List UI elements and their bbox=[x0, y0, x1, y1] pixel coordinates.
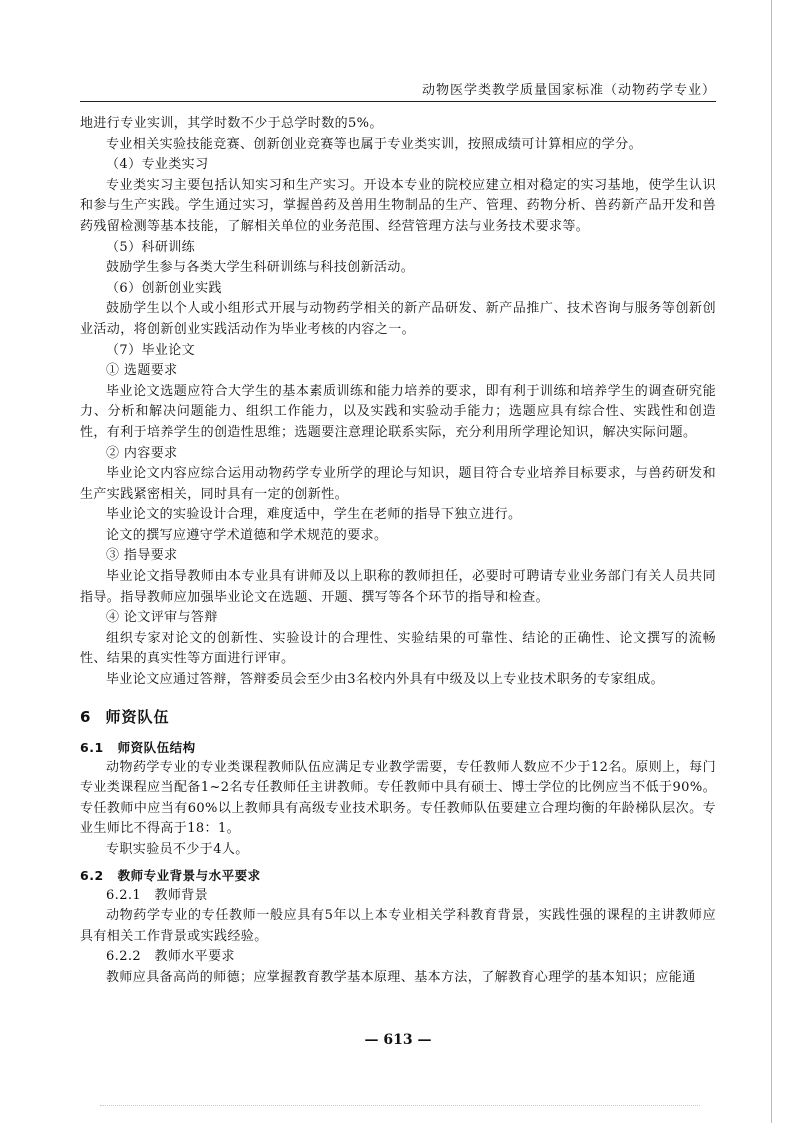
heading-number: 6 bbox=[80, 707, 92, 726]
document-body bbox=[80, 114, 716, 989]
body-paragraph: ② 内容要求 bbox=[106, 445, 178, 461]
body-paragraph: 鼓励学生以个人或小组形式开展与动物药学相关的新产品研发、新产品推广、技术咨询与服务等创新创业活动，将创新创业实践活动作为毕业考核的内容之一。 bbox=[80, 301, 716, 337]
body-paragraph: 专业相关实验技能竞赛、创新创业竞赛等也属于专业类实训，按照成绩可计算相应的学分。 bbox=[106, 136, 643, 152]
footer-scan-artifact bbox=[100, 1105, 700, 1106]
body-paragraph: 毕业论文的实验设计合理，难度适中，学生在老师的指导下独立进行。 bbox=[106, 507, 522, 523]
body-paragraph: 动物药学专业的专业类课程教师队伍应满足专业教学需要，专任教师人数应不少于12名。原则上，每门专业类课程应当配备1~2名专任教师任主讲教师。专任教师中具有硕士、博士学位的比例应当不低于90%。专任教师中应当有60%以上教师具有高级专业技术职务。专任教师队伍要建立合理均衡的年龄梯队层次。专业生师比不得高于18：1。 bbox=[80, 759, 716, 837]
subsection-heading bbox=[80, 737, 716, 758]
body-paragraph: ④ 论文评审与答辩 bbox=[106, 610, 218, 626]
body-paragraph: 专业类实习主要包括认知实习和生产实习。开设本专业的院校应建立相对稳定的实习基地，使学生认识和参与生产实践。学生通过实习，掌握兽药及兽用生物制品的生产、管理、药物分析、兽药新产品开发和兽药残留检测等基本技能，了解相关单位的业务范围、经营管理方法与业务技术要求等。 bbox=[80, 177, 716, 234]
header-rule bbox=[80, 101, 716, 102]
body-paragraph: ① 选题要求 bbox=[106, 363, 178, 379]
body-paragraph: 毕业论文选题应符合大学生的基本素质训练和能力培养的要求，即有利于训练和培养学生的调查研究能力、分析和解决问题能力、组织工作能力，以及实践和实验动手能力；选题应具有综合性、实践性和创造性，有利于培养学生的创造性思维；选题要注意理论联系实际，充分利用所学理论知识，解决实际问题。 bbox=[80, 383, 716, 440]
section-heading bbox=[80, 707, 716, 727]
body-paragraph: 论文的撰写应遵守学术道德和学术规范的要求。 bbox=[106, 527, 388, 543]
body-paragraph: 毕业论文内容应综合运用动物药学专业所学的理论与知识，题目符合专业培养目标要求，与兽药研发和生产实践紧密相关，同时具有一定的创新性。 bbox=[80, 466, 716, 502]
body-paragraph: 6.2.2 教师水平要求 bbox=[106, 949, 235, 965]
heading-text: 师资队伍结构 bbox=[117, 739, 196, 755]
body-paragraph: 毕业论文应通过答辩，答辩委员会至少由3名校内外具有中级及以上专业技术职务的专家组成。 bbox=[106, 672, 665, 688]
body-paragraph: 组织专家对论文的创新性、实验设计的合理性、实验结果的可靠性、结论的正确性、论文撰写的流畅性、结果的真实性等方面进行评审。 bbox=[80, 630, 716, 667]
body-paragraph: ③ 指导要求 bbox=[106, 548, 178, 564]
page-number: — 613 — bbox=[364, 1032, 432, 1048]
body-paragraph: 鼓励学生参与各类大学生科研训练与科技创新活动。 bbox=[106, 260, 415, 276]
body-paragraph: 6.2.1 教师背景 bbox=[106, 887, 209, 903]
body-paragraph: 专职实验员不少于4人。 bbox=[106, 842, 249, 857]
page-edge-line bbox=[771, 0, 772, 1123]
heading-number: 6.1 bbox=[80, 739, 104, 755]
body-paragraph: 地进行专业实训，其学时数不少于总学时数的5%。 bbox=[80, 116, 383, 131]
body-paragraph: （4）专业类实习 bbox=[106, 157, 209, 173]
heading-text: 师资队伍 bbox=[105, 707, 170, 726]
body-paragraph: 动物药学专业的专任教师一般应具有5年以上本专业相关学科教育背景，实践性强的课程的主讲教师应具有相关工作背景或实践经验。 bbox=[80, 908, 716, 944]
heading-number: 6.2 bbox=[80, 867, 104, 883]
subsection-heading bbox=[80, 865, 716, 886]
running-header: 动物医学类教学质量国家标准（动物药学专业） bbox=[421, 83, 716, 98]
body-paragraph: （5）科研训练 bbox=[106, 239, 196, 255]
body-paragraph: 毕业论文指导教师由本专业具有讲师及以上职称的教师担任，必要时可聘请专业业务部门有关人员共同指导。指导教师应加强毕业论文在选题、开题、撰写等各个环节的指导和检查。 bbox=[80, 569, 716, 605]
body-paragraph: （7）毕业论文 bbox=[106, 342, 196, 358]
body-paragraph: （6）创新创业实践 bbox=[106, 280, 222, 296]
heading-text: 教师专业背景与水平要求 bbox=[117, 867, 261, 883]
body-paragraph: 教师应具备高尚的师德；应掌握教育教学基本原理、基本方法，了解教育心理学的基本知识；应能通 bbox=[106, 969, 696, 985]
